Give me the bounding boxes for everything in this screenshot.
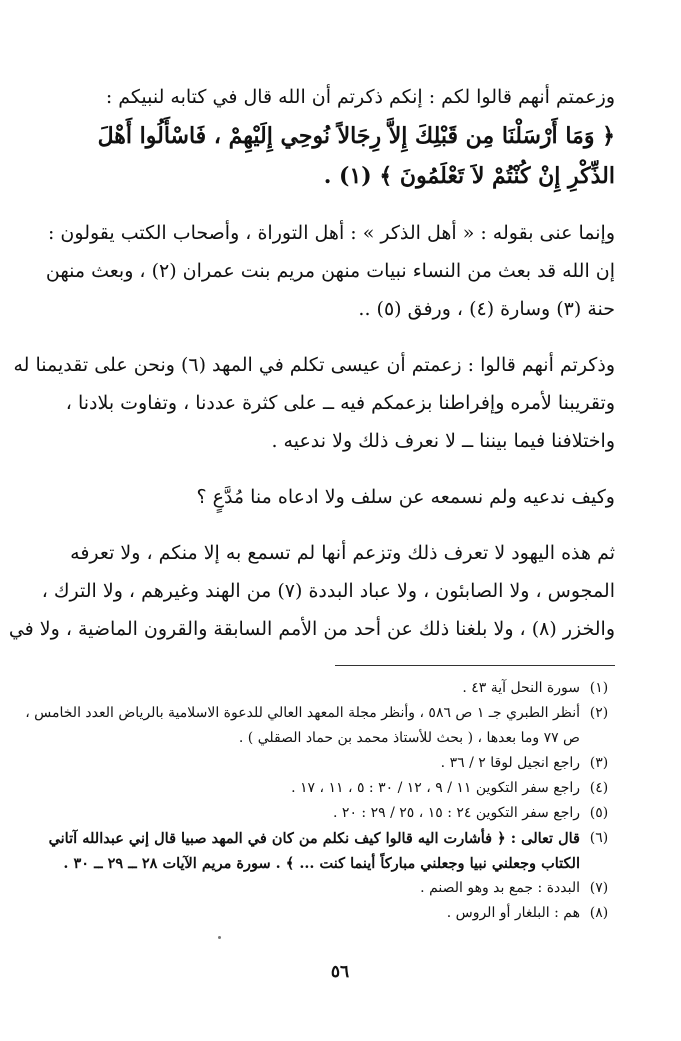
footnote-continuation bbox=[58, 726, 618, 751]
footnote-number: (٦) bbox=[589, 830, 609, 846]
footnote-text: راجع انجيل لوقا ٢ / ٣٦ . bbox=[440, 755, 580, 771]
footnote-text: هم : البلغار أو الروس . bbox=[446, 905, 580, 921]
footnote-continuation bbox=[58, 851, 618, 876]
text-line: والخزر (٨) ، ولا بلغنا ذلك عن أحد من الأمم السابقة والقرون الماضية ، ولا في bbox=[8, 618, 615, 640]
footnote-text: البددة : جمع بد وهو الصنم . bbox=[420, 880, 580, 896]
text-line: المجوس ، ولا الصابئون ، ولا عباد البددة (٧) من الهند وغيرهم ، ولا الترك ، bbox=[41, 580, 615, 602]
footnote-text: أنظر الطبري جـ ١ ص ٥٨٦ ، وأنظر مجلة المعهد العالي للدعوة الاسلامية بالرياض العدد الخامس ، bbox=[25, 705, 580, 721]
text-line: حنة (٣) وسارة (٤) ، ورفق (٥) .. bbox=[358, 298, 615, 320]
text-line: ثم هذه اليهود لا تعرف ذلك وتزعم أنها لم تسمع به إلا منكم ، ولا تعرفه bbox=[70, 542, 615, 564]
footnote-number: (٥) bbox=[589, 805, 609, 821]
footnote-divider bbox=[335, 665, 615, 666]
footnote-text: ص ٧٧ وما بعدها ، ( بحث للأستاذ محمد بن حماد الصقلي ) . bbox=[238, 730, 580, 746]
footnote bbox=[58, 751, 618, 776]
text-line: وإنما عنى بقوله : « أهل الذكر » : أهل التوراة ، وأصحاب الكتب يقولون : bbox=[47, 222, 615, 244]
footnote-number: (١) bbox=[589, 680, 609, 696]
text-line: وذكرتم أنهم قالوا : زعمتم أن عيسى تكلم في المهد (٦) ونحن على تقديمنا له bbox=[13, 354, 615, 376]
text-line: وكيف ندعيه ولم نسمعه عن سلف ولا ادعاه منا مُدَّعٍ ؟ bbox=[196, 486, 615, 508]
text-line: واختلافنا فيما بيننا ــ لا نعرف ذلك ولا ندعيه . bbox=[271, 430, 615, 452]
text-line: وزعمتم أنهم قالوا لكم : إنكم ذكرتم أن الله قال في كتابه لنبيكم : bbox=[105, 86, 615, 108]
footnote-text: راجع سفر التكوين ٢٤ : ١٥ ، ٢٥ / ٢٩ : ٢٠ . bbox=[333, 805, 580, 821]
footnote-number: (٣) bbox=[589, 755, 609, 771]
footnote-text: قال تعالى : ﴿ فأشارت اليه قالوا كيف نكلم من كان في المهد صبيا قال إني عبدالله آتاني bbox=[48, 830, 580, 847]
footnote-number: (٤) bbox=[589, 780, 609, 796]
text-line: وتقريبنا لأمره وإفراطنا بزعمكم فيه ــ على كثرة عددنا ، وتفاوت بلادنا ، bbox=[65, 392, 615, 414]
footnote bbox=[25, 701, 618, 726]
footnote-text: الكتاب وجعلني نبيا وجعلني مباركاً أينما كنت ... ﴾ . سورة مريم الآيات ٢٨ ــ ٢٩ ــ ٣٠ . bbox=[63, 855, 580, 872]
footnote bbox=[58, 776, 618, 801]
footnote bbox=[58, 901, 618, 926]
footnote bbox=[48, 826, 618, 851]
page-number: ٥٦ bbox=[330, 962, 350, 982]
footnote bbox=[58, 801, 618, 826]
footnote-number: (٨) bbox=[589, 905, 609, 921]
footnote bbox=[58, 676, 618, 701]
footnotes bbox=[25, 676, 618, 926]
print-speck bbox=[218, 936, 221, 939]
footnote-text: سورة النحل آية ٤٣ . bbox=[462, 680, 580, 696]
main-text bbox=[8, 78, 615, 648]
quran-verse-line: ﴿ وَمَا أَرْسَلْنَا مِن قَبْلِكَ إِلاَّ رِجَالاً نُوحِي إِلَيْهِمْ ، فَاسْأَلُوا أَهْلَ bbox=[97, 123, 615, 149]
footnote-number: (٧) bbox=[589, 880, 609, 896]
footnote bbox=[58, 876, 618, 901]
quran-verse-line: الذِّكْرِ إِنْ كُنْتُمْ لاَ تَعْلَمُونَ ﴾ (١) . bbox=[323, 163, 615, 189]
footnote-number: (٢) bbox=[589, 705, 609, 721]
footnote-text: راجع سفر التكوين ١١ / ٩ ، ١٢ / ٣٠ : ٥ ، ١١ ، ١٧ . bbox=[291, 780, 580, 796]
text-line: إن الله قد بعث من النساء نبيات منهن مريم بنت عمران (٢) ، وبعث منهن bbox=[45, 260, 615, 282]
